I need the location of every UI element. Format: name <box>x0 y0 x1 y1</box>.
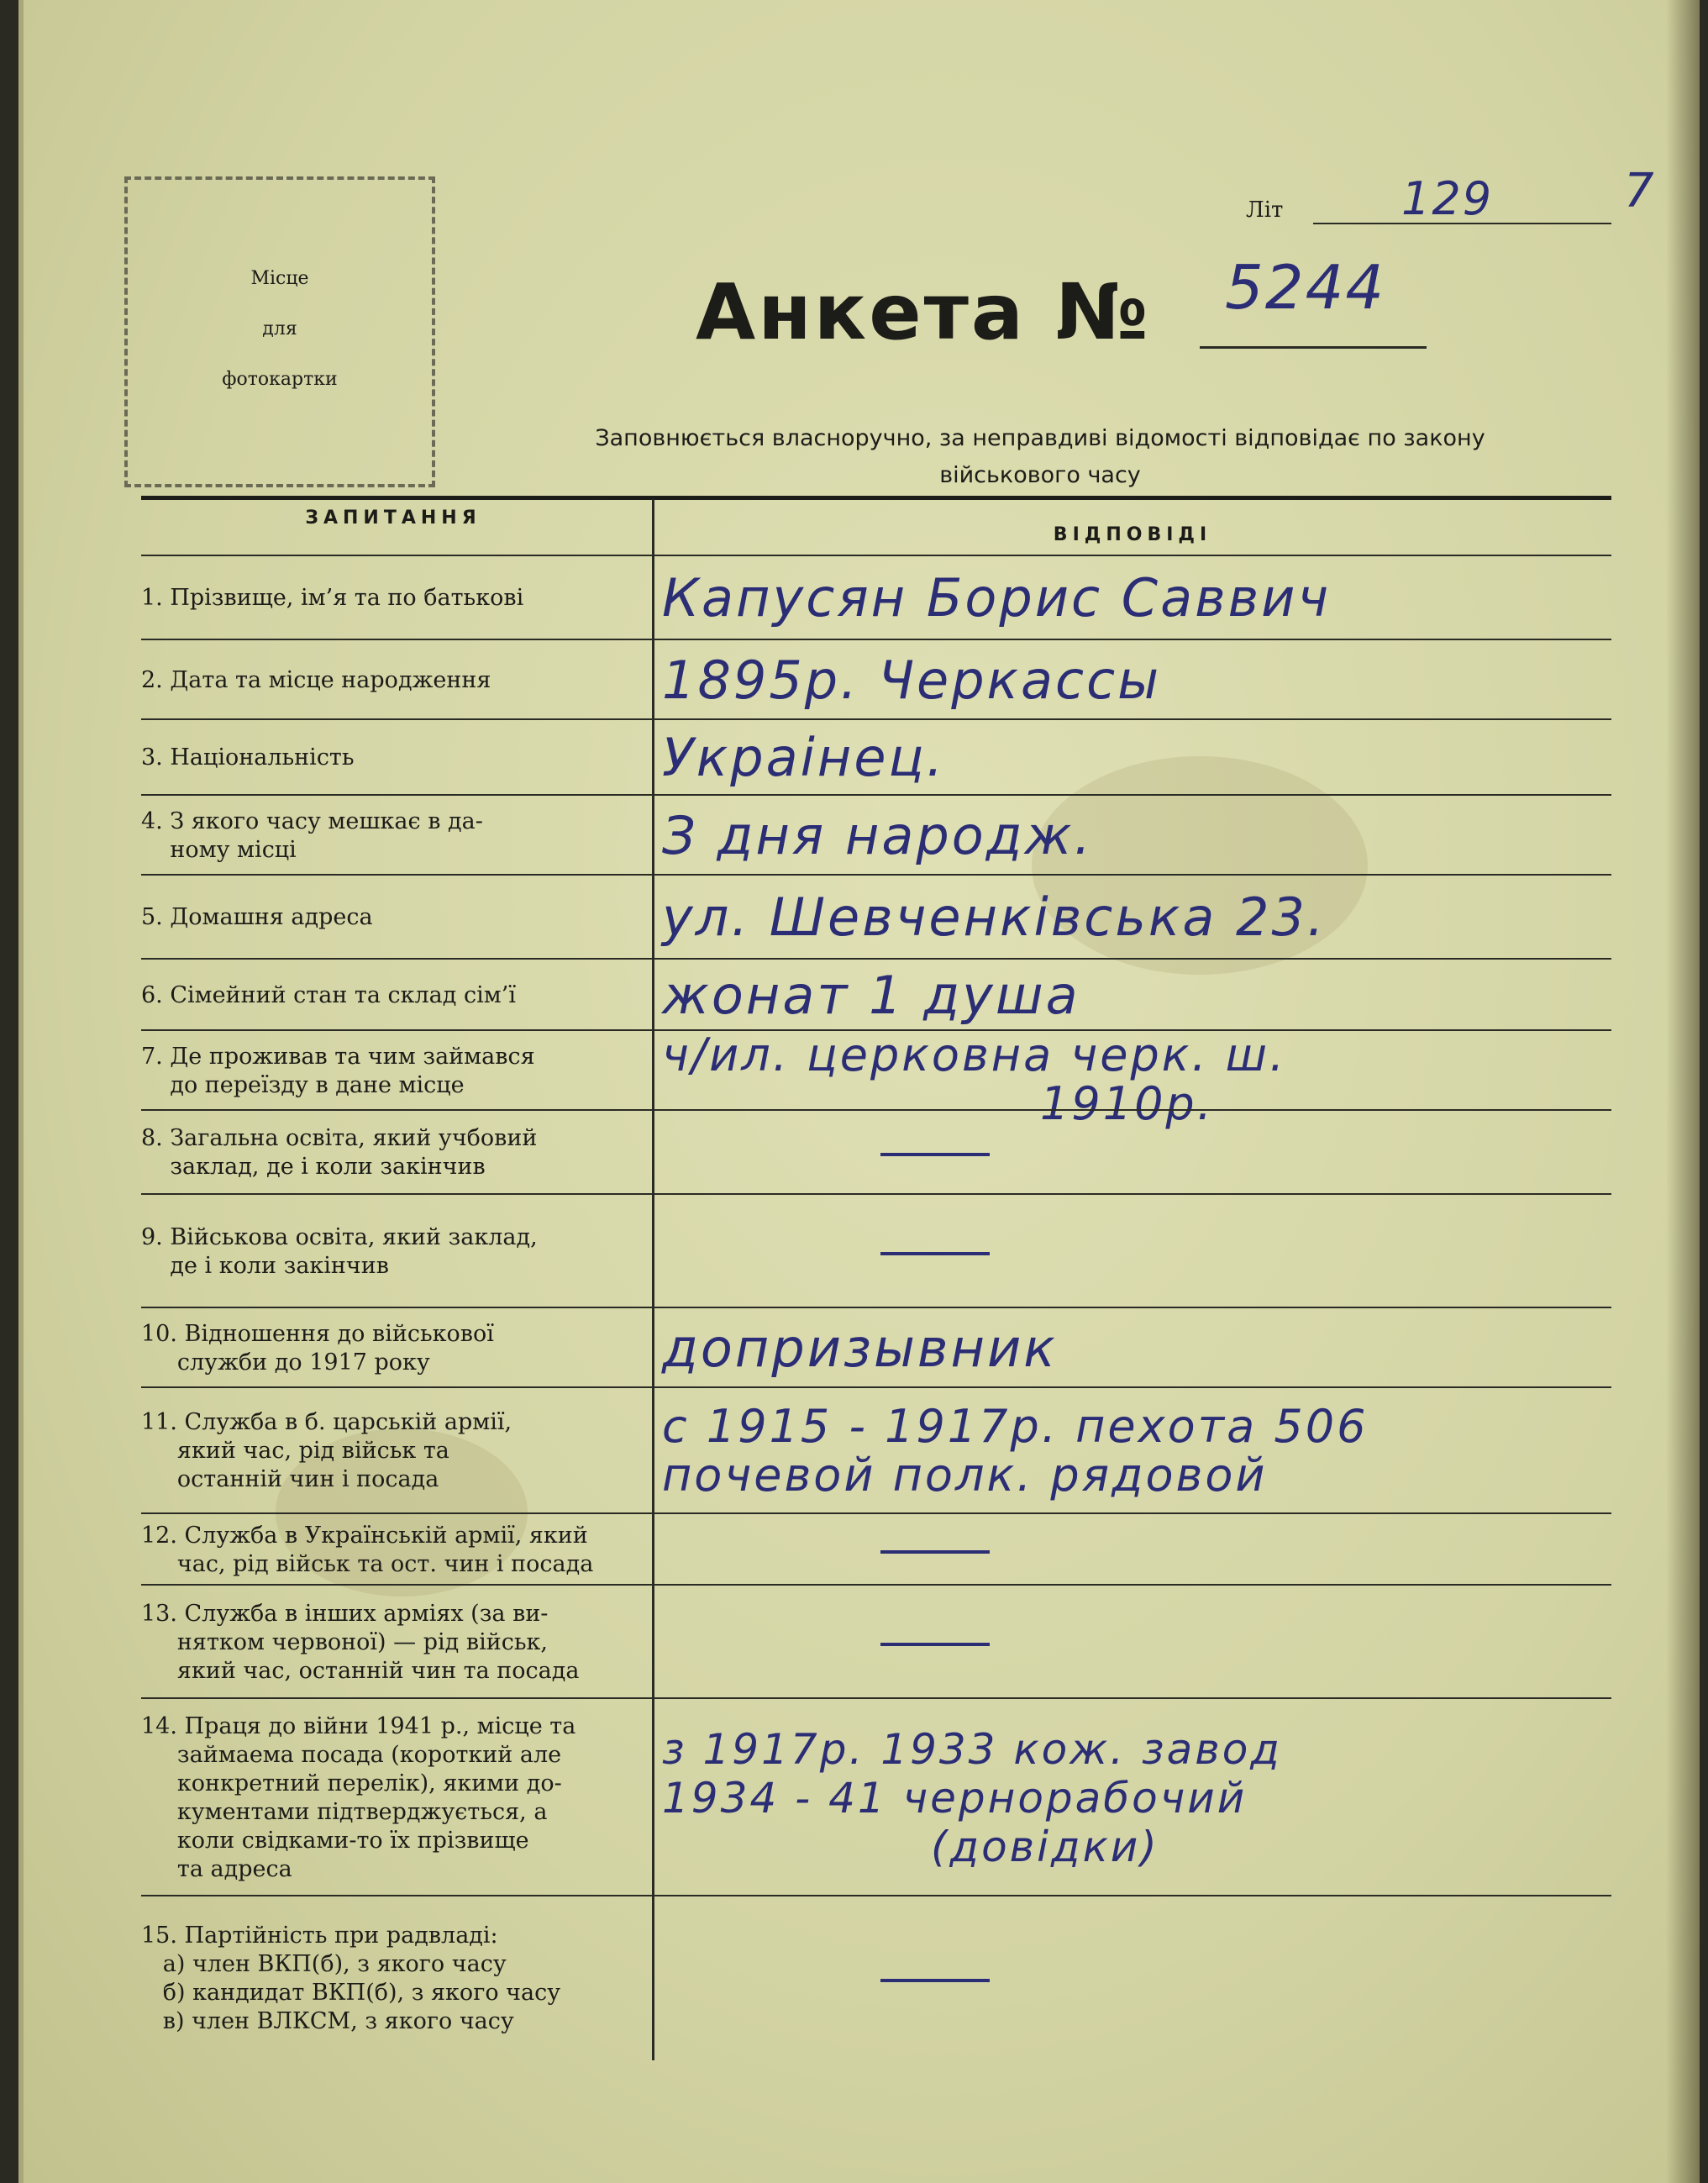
question-line: нятком червоної) — рід військ, <box>141 1628 548 1655</box>
question-line: 6. Сімейний стан та склад сім’ї <box>141 981 516 1008</box>
question-line: 14. Праця до війни 1941 р., місце та <box>141 1712 576 1739</box>
question-text <box>141 807 645 865</box>
handwritten-answer <box>662 964 1628 1026</box>
answer-line: (довідки) <box>931 1822 1159 1871</box>
question-line: а) член ВКП(б), з якого часу <box>141 1950 507 1977</box>
answer-line: Капусян Борис Саввич <box>662 567 1332 629</box>
blank-answer-dash <box>880 1550 990 1554</box>
question-line: конкретний перелік), якими до- <box>141 1770 562 1796</box>
question-text <box>141 1223 645 1281</box>
question-text <box>141 1320 645 1377</box>
table-row <box>141 794 1611 876</box>
answer-line: с 1915 - 1917р. пехота 506 <box>662 1400 1369 1453</box>
question-line: 10. Відношення до військової <box>141 1320 494 1347</box>
handwritten-answer <box>662 567 1628 629</box>
answers-column-header: ВІДПОВІДІ <box>1053 524 1212 545</box>
handwritten-answer <box>662 1317 1628 1379</box>
question-text <box>141 1712 645 1884</box>
question-line: 4. З якого часу мешкає в да- <box>141 807 483 834</box>
question-line: до переїзду в дане місце <box>141 1071 465 1098</box>
question-line: час, рід військ та ост. чин і посада <box>141 1550 594 1577</box>
table-row <box>141 555 1611 640</box>
question-text <box>141 584 645 613</box>
form-instructions <box>452 420 1628 494</box>
handwritten-answer <box>662 727 1628 788</box>
question-line: останній чин і посада <box>141 1466 439 1492</box>
handwritten-answer <box>662 804 1628 866</box>
table-row <box>141 874 1611 960</box>
question-line: який час, рід військ та <box>141 1438 449 1464</box>
question-line: де і коли закінчив <box>141 1252 389 1279</box>
form-title: Анкета № <box>696 267 1151 357</box>
question-line: кументами підтверджується, а <box>141 1798 548 1825</box>
handwritten-answer <box>662 1725 1628 1871</box>
answer-line: почевой полк. рядовой <box>662 1449 1268 1502</box>
questions-column-header: ЗАПИТАННЯ <box>305 508 481 529</box>
photo-label-line: Місце <box>250 268 309 289</box>
question-text <box>141 666 645 695</box>
table-row <box>141 639 1611 720</box>
question-text <box>141 1522 645 1579</box>
blank-answer-dash <box>880 1643 990 1646</box>
table-row <box>141 1512 1611 1586</box>
instructions-line: військового часу <box>939 462 1141 488</box>
question-line: служби до 1917 року <box>141 1349 430 1376</box>
question-line: 15. Партійність при радвладі: <box>141 1922 498 1949</box>
question-line: 7. Де проживав та чим займався <box>141 1043 535 1070</box>
table-row <box>141 1895 1611 2060</box>
question-line: 5. Домашня адреса <box>141 904 373 930</box>
question-line: 11. Служба в б. царській армії, <box>141 1409 512 1435</box>
lit-label: Літ <box>1246 197 1284 223</box>
question-line: та адреса <box>141 1855 292 1882</box>
table-top-rule <box>141 496 1611 500</box>
question-line: в) член ВЛКСМ, з якого часу <box>141 2007 514 2034</box>
handwritten-answer <box>662 649 1628 711</box>
blank-answer-dash <box>880 1979 990 1982</box>
question-text <box>141 1922 645 2036</box>
question-text <box>141 744 645 772</box>
answer-line: 1934 - 41 чернорабочий <box>662 1773 1248 1823</box>
answer-line: з 1917р. 1933 кож. завод <box>662 1724 1282 1774</box>
question-line: 8. Загальна освіта, який учбовий <box>141 1125 538 1151</box>
questionnaire-sheet <box>18 0 1700 2183</box>
question-line: заклад, де і коли закінчив <box>141 1154 486 1180</box>
handwritten-answer <box>662 886 1628 948</box>
question-line: 1. Прізвище, ім’я та по батькові <box>141 585 524 611</box>
answer-line: ч/ил. церковна черк. ш. <box>662 1028 1287 1081</box>
question-line: 3. Національність <box>141 744 355 771</box>
handwritten-answer <box>662 1402 1628 1500</box>
table-row <box>141 1386 1611 1514</box>
question-text <box>141 1124 645 1181</box>
table-row <box>141 1307 1611 1388</box>
blank-answer-dash <box>880 1252 990 1255</box>
photo-label-line: для <box>262 318 297 339</box>
answer-line: допризывник <box>662 1317 1058 1379</box>
answer-line: 1895р. Черкассы <box>662 649 1162 711</box>
table-row <box>141 1584 1611 1699</box>
answer-line: ул. Шевченківська 23. <box>662 886 1327 948</box>
table-row <box>141 1109 1611 1195</box>
page-edge-shadow <box>1666 0 1700 2183</box>
question-line: коли свідками-то їх прізвище <box>141 1827 529 1854</box>
blank-answer-dash <box>880 1153 990 1156</box>
question-text <box>141 1600 645 1686</box>
form-number: 5244 <box>1225 252 1386 323</box>
photo-placeholder <box>124 176 435 487</box>
table-row <box>141 1193 1611 1308</box>
table-row <box>141 1697 1611 1896</box>
lit-value: 129 <box>1401 172 1494 225</box>
answer-line: З дня народж. <box>662 804 1094 866</box>
question-line: 2. Дата та місце народження <box>141 666 491 693</box>
table-row <box>141 958 1611 1031</box>
answer-line: 1910р. <box>1040 1077 1214 1130</box>
question-line: 13. Служба в інших арміях (за ви- <box>141 1600 549 1627</box>
title-number-underline <box>1200 346 1427 349</box>
instructions-line: Заповнюється власноручно, за неправдиві відомості відповідає по закону <box>595 425 1485 451</box>
answer-line: жонат 1 душа <box>662 964 1080 1026</box>
question-text <box>141 981 645 1010</box>
question-line: б) кандидат ВКП(б), з якого часу <box>141 1979 561 2006</box>
table-row <box>141 718 1611 796</box>
table-row <box>141 1028 1611 1130</box>
question-text <box>141 1043 645 1100</box>
sheet-number: 7 <box>1624 164 1656 218</box>
photo-label-line: фотокартки <box>222 369 338 390</box>
question-text <box>141 903 645 932</box>
question-line: 9. Військова освіта, який заклад, <box>141 1223 538 1250</box>
question-line: ному місці <box>141 836 297 863</box>
answer-line: Украінец. <box>662 727 946 788</box>
question-text <box>141 1408 645 1494</box>
question-line: займаема посада (короткий але <box>141 1741 562 1768</box>
question-line: 12. Служба в Українській армії, який <box>141 1522 588 1549</box>
question-line: який час, останній чин та посада <box>141 1657 580 1684</box>
